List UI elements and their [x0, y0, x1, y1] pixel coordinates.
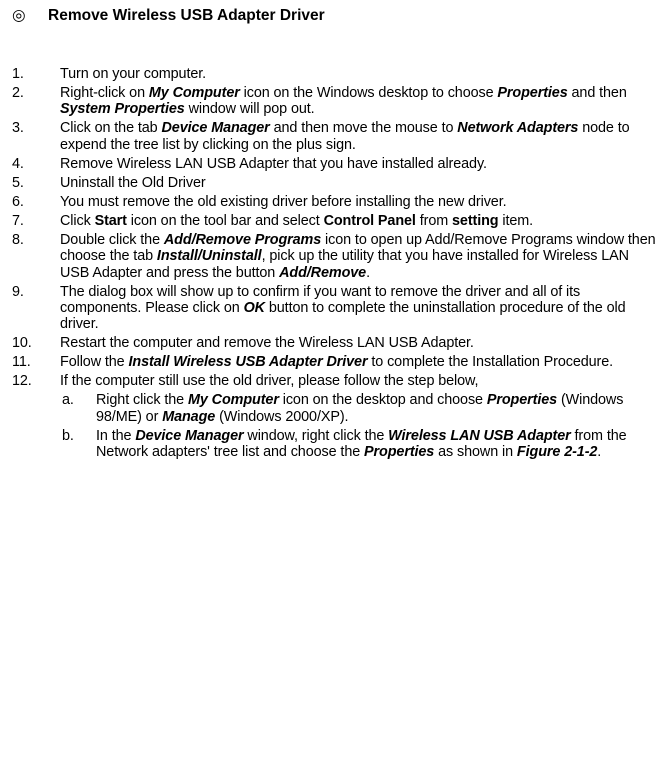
emphasis-term: Figure 2-1-2	[516, 444, 598, 461]
section-heading	[12, 6, 325, 25]
text-run: The dialog box will show up to confirm if you want to remove the driver and all of its components. Please click on	[60, 283, 581, 317]
emphasis-term: Device Manager	[135, 427, 244, 444]
text-run: icon to open up Add/Remove Programs window then choose the tab	[60, 231, 656, 265]
text-run: .	[597, 444, 602, 461]
step-text	[60, 156, 657, 172]
text-run: icon on the Windows desktop to choose	[239, 85, 498, 101]
text-run: In the	[96, 427, 136, 444]
text-run: node to expend the tree list by clicking on the plus sign.	[60, 120, 630, 153]
emphasis-term: Properties	[364, 444, 435, 461]
emphasis-term: Network Adapters	[457, 120, 579, 137]
text-run: Click on the tab	[60, 120, 162, 137]
step-text	[60, 232, 657, 281]
emphasis-term: Properties	[486, 392, 558, 409]
step-text	[60, 194, 657, 210]
emphasis-term: setting	[452, 212, 499, 229]
step-number: 12.	[12, 373, 32, 390]
list-item	[12, 373, 657, 389]
step-number: 3.	[12, 120, 24, 137]
step-text	[60, 335, 657, 351]
step-number: 8.	[12, 231, 24, 248]
text-run: If the computer still use the old driver, please follow the step below,	[60, 373, 479, 390]
list-item	[12, 120, 657, 153]
step-number: 7.	[12, 212, 24, 229]
emphasis-term: Add/Remove	[279, 264, 367, 281]
text-run: , pick up the utility that you have installed for Wireless LAN USB Adapter and press the button	[60, 248, 629, 281]
text-run: to complete the Installation Procedure.	[367, 354, 614, 371]
step-text	[60, 284, 657, 333]
list-item	[12, 85, 657, 118]
emphasis-term: Control Panel	[323, 212, 416, 229]
list-item	[12, 156, 657, 172]
emphasis-term: Wireless LAN USB Adapter	[388, 427, 571, 444]
bullseye-bullet-icon: ◎	[12, 7, 26, 24]
emphasis-term: My Computer	[187, 392, 279, 409]
text-run: icon on the desktop and choose	[278, 392, 487, 409]
text-run: Double click the	[60, 231, 164, 248]
step-number: 4.	[12, 155, 24, 172]
emphasis-term: Manage	[162, 408, 216, 425]
text-run: You must remove the old existing driver before installing the new driver.	[60, 193, 507, 210]
text-run: from	[415, 212, 453, 229]
list-item	[12, 213, 657, 229]
list-item	[12, 66, 657, 82]
step-number: b.	[62, 427, 74, 444]
step-number: 9.	[12, 283, 24, 300]
list-item	[12, 354, 657, 370]
text-run: .	[366, 264, 370, 281]
text-run: Uninstall the Old Driver	[60, 174, 206, 191]
step-text	[60, 373, 657, 389]
step-number: 11.	[12, 354, 31, 371]
emphasis-term: Add/Remove Programs	[163, 231, 322, 248]
text-run: and then move the mouse to	[269, 120, 458, 137]
text-run: Turn on your computer.	[60, 66, 207, 82]
sub-list-item	[60, 392, 657, 425]
instruction-list	[12, 66, 657, 463]
step-number: 1.	[12, 66, 24, 82]
text-run: from the Network adapters' tree list and choose the	[96, 427, 627, 461]
step-number: 6.	[12, 193, 24, 210]
text-run: window will pop out.	[184, 101, 315, 118]
text-run: (Windows 98/ME) or	[96, 392, 624, 425]
list-item	[12, 335, 657, 351]
list-item	[12, 194, 657, 210]
text-run: button to complete the uninstallation procedure of the old driver.	[60, 300, 626, 333]
emphasis-term: Start	[94, 212, 127, 229]
step-text	[96, 392, 657, 425]
emphasis-term: Properties	[497, 85, 568, 101]
step-text	[96, 428, 657, 461]
emphasis-term: Install Wireless USB Adapter Driver	[128, 354, 368, 371]
text-run: Follow the	[60, 354, 129, 371]
step-number: a.	[62, 392, 74, 409]
step-number: 2.	[12, 85, 24, 101]
section-title: Remove Wireless USB Adapter Driver	[48, 7, 325, 24]
step-text	[60, 120, 657, 153]
emphasis-term: Install/Uninstall	[156, 248, 262, 265]
text-run: Right click the	[96, 392, 188, 409]
list-item	[12, 284, 657, 333]
emphasis-term: System Properties	[60, 101, 185, 118]
text-run: icon on the tool bar and select	[126, 212, 324, 229]
text-run: Right-click on	[60, 85, 149, 101]
text-run: Restart the computer and remove the Wireless LAN USB Adapter.	[60, 335, 474, 352]
emphasis-term: My Computer	[148, 85, 240, 101]
text-run: Click	[60, 212, 95, 229]
text-run: window, right click the	[243, 427, 389, 444]
list-item	[12, 175, 657, 191]
step-text	[60, 175, 657, 191]
emphasis-term: OK	[243, 300, 265, 317]
text-run: (Windows 2000/XP).	[215, 408, 349, 425]
step-text	[60, 85, 657, 118]
text-run: Remove Wireless LAN USB Adapter that you have installed already.	[60, 155, 487, 172]
step-text	[60, 354, 657, 370]
step-text	[60, 213, 657, 229]
step-number: 5.	[12, 174, 24, 191]
text-run: and then	[567, 85, 627, 101]
step-number: 10.	[12, 335, 32, 352]
list-item	[12, 232, 657, 281]
text-run: as shown in	[434, 444, 517, 461]
sub-list-item	[60, 428, 657, 461]
emphasis-term: Device Manager	[161, 120, 270, 137]
step-text	[60, 66, 657, 82]
text-run: item.	[498, 212, 534, 229]
